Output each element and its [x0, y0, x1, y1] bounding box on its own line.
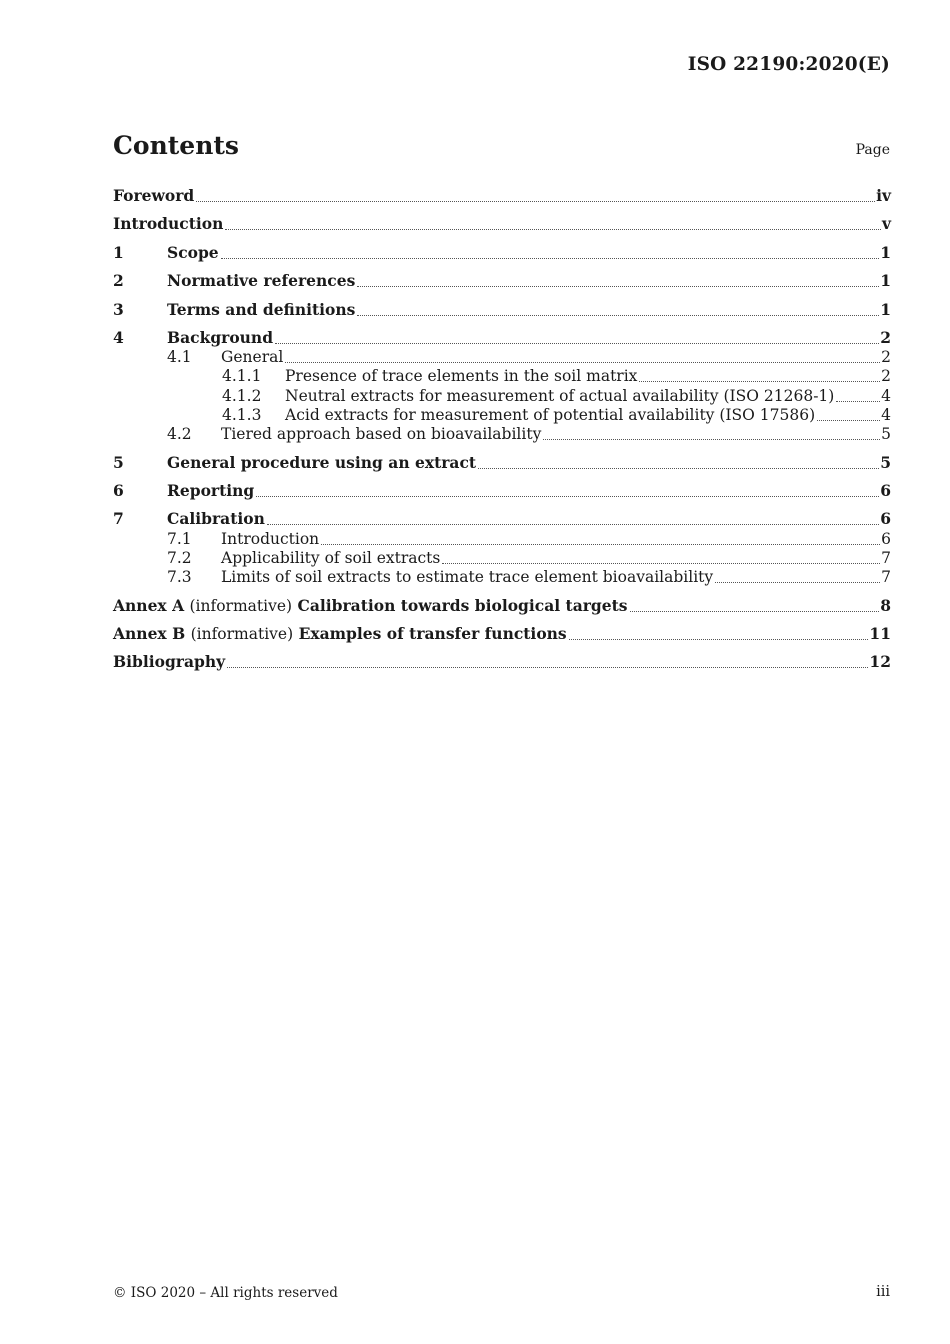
dot-leader	[817, 419, 880, 421]
toc-page: 4	[881, 387, 891, 405]
toc-page: 2	[880, 328, 891, 347]
toc-label: Introduction	[113, 214, 224, 233]
toc-label: Normative references	[167, 271, 356, 290]
toc-label: Applicability of soil extracts	[221, 549, 441, 567]
toc-number: 2	[113, 271, 124, 290]
annex-qualifier: (informative)	[189, 597, 293, 615]
toc-entry-reporting[interactable]	[113, 481, 891, 501]
toc-page: 2	[881, 367, 891, 385]
dot-leader	[630, 610, 880, 612]
toc-page: 7	[881, 549, 891, 567]
toc-entry-introduction[interactable]	[113, 214, 891, 234]
toc-number: 6	[113, 481, 124, 500]
dot-leader	[543, 438, 880, 440]
toc-page: iv	[876, 186, 891, 205]
toc-label: Bibliography	[113, 652, 226, 671]
dot-leader	[221, 257, 880, 259]
toc-label: Calibration	[167, 509, 265, 528]
toc-entry-calibration-introduction[interactable]	[113, 529, 891, 549]
toc-label: Limits of soil extracts to estimate trace element bioavailability	[221, 568, 714, 586]
toc-number: 7.2	[167, 549, 192, 567]
toc-entry-scope[interactable]	[113, 243, 891, 263]
toc-entry-background[interactable]	[113, 328, 891, 348]
dot-leader	[196, 200, 875, 202]
toc-entry-annex-b[interactable]	[113, 624, 891, 644]
toc-number: 4.1	[167, 348, 192, 366]
toc-label	[113, 624, 567, 644]
toc-entry-tiered-approach[interactable]	[113, 424, 891, 444]
toc-page: 6	[880, 509, 891, 528]
toc-label: General	[221, 348, 284, 366]
toc-page: 5	[881, 425, 891, 443]
toc-page: 2	[881, 348, 891, 366]
annex-title: Calibration towards biological targets	[297, 596, 628, 615]
toc-number: 4	[113, 328, 124, 347]
document-id: ISO 22190:2020(E)	[687, 54, 890, 75]
toc-number: 4.2	[167, 425, 192, 443]
toc-page: v	[881, 214, 891, 233]
contents-title: Contents	[113, 131, 240, 160]
toc-number: 4.1.1	[222, 367, 262, 385]
toc-page: 1	[880, 243, 891, 262]
dot-leader	[639, 380, 880, 382]
dot-leader	[478, 467, 879, 469]
dot-leader	[256, 495, 879, 497]
toc-label: Acid extracts for measurement of potential availability (ISO 17586)	[285, 406, 816, 424]
toc-label: Reporting	[167, 481, 255, 500]
toc-number: 7	[113, 509, 124, 528]
dot-leader	[267, 523, 879, 525]
toc-entry-annex-a[interactable]	[113, 596, 891, 616]
toc-entry-general-procedure[interactable]	[113, 453, 891, 473]
toc-entry-applicability[interactable]	[113, 548, 891, 568]
toc-entry-general[interactable]	[113, 347, 891, 367]
dot-leader	[715, 581, 880, 583]
toc-entry-limits[interactable]	[113, 567, 891, 587]
toc-number: 5	[113, 453, 124, 472]
annex-title: Examples of transfer functions	[298, 624, 567, 643]
page-number: iii	[876, 1284, 890, 1300]
toc-entry-presence-of-trace-elements[interactable]	[113, 366, 891, 386]
dot-leader	[225, 228, 881, 230]
toc-page: 12	[869, 652, 891, 671]
toc-label: Presence of trace elements in the soil matrix	[285, 367, 638, 385]
toc-entry-normative-references[interactable]	[113, 271, 891, 291]
dot-leader	[227, 666, 868, 668]
toc-entry-bibliography[interactable]	[113, 652, 891, 672]
toc-entry-terms-and-definitions[interactable]	[113, 300, 891, 320]
toc-number: 7.1	[167, 530, 192, 548]
dot-leader	[569, 638, 869, 640]
dot-leader	[357, 314, 879, 316]
dot-leader	[357, 285, 879, 287]
toc-entry-calibration[interactable]	[113, 509, 891, 529]
toc-entry-foreword[interactable]	[113, 186, 891, 206]
toc-label	[113, 596, 628, 616]
toc-page: 1	[880, 300, 891, 319]
toc-number: 4.1.3	[222, 406, 262, 424]
annex-prefix: Annex A	[113, 596, 185, 615]
toc-label: Terms and definitions	[167, 300, 356, 319]
toc-number: 1	[113, 243, 124, 262]
toc-number: 4.1.2	[222, 387, 262, 405]
dot-leader	[275, 342, 879, 344]
page-column-label: Page	[855, 142, 890, 158]
toc-page: 1	[880, 271, 891, 290]
dot-leader	[321, 543, 880, 545]
toc-page: 7	[881, 568, 891, 586]
toc-label: Tiered approach based on bioavailability	[221, 425, 542, 443]
annex-prefix: Annex B	[113, 624, 186, 643]
toc-label: Foreword	[113, 186, 195, 205]
toc-page: 5	[880, 453, 891, 472]
toc-number: 3	[113, 300, 124, 319]
toc-page: 8	[880, 596, 891, 615]
dot-leader	[285, 361, 880, 363]
toc-number: 7.3	[167, 568, 192, 586]
toc-page: 6	[880, 481, 891, 500]
toc-entry-acid-extracts[interactable]	[113, 405, 891, 425]
toc-page: 4	[881, 406, 891, 424]
toc-page: 11	[869, 624, 891, 643]
annex-qualifier: (informative)	[190, 625, 294, 643]
toc-entry-neutral-extracts[interactable]	[113, 386, 891, 406]
toc-label: Scope	[167, 243, 219, 262]
toc-label: General procedure using an extract	[167, 453, 477, 472]
copyright-notice: © ISO 2020 – All rights reserved	[113, 1285, 338, 1301]
toc-label: Neutral extracts for measurement of actual availability (ISO 21268-1)	[285, 387, 835, 405]
dot-leader	[442, 562, 880, 564]
toc-label: Introduction	[221, 530, 320, 548]
toc-page: 6	[881, 530, 891, 548]
toc-label: Background	[167, 328, 274, 347]
dot-leader	[836, 400, 880, 402]
